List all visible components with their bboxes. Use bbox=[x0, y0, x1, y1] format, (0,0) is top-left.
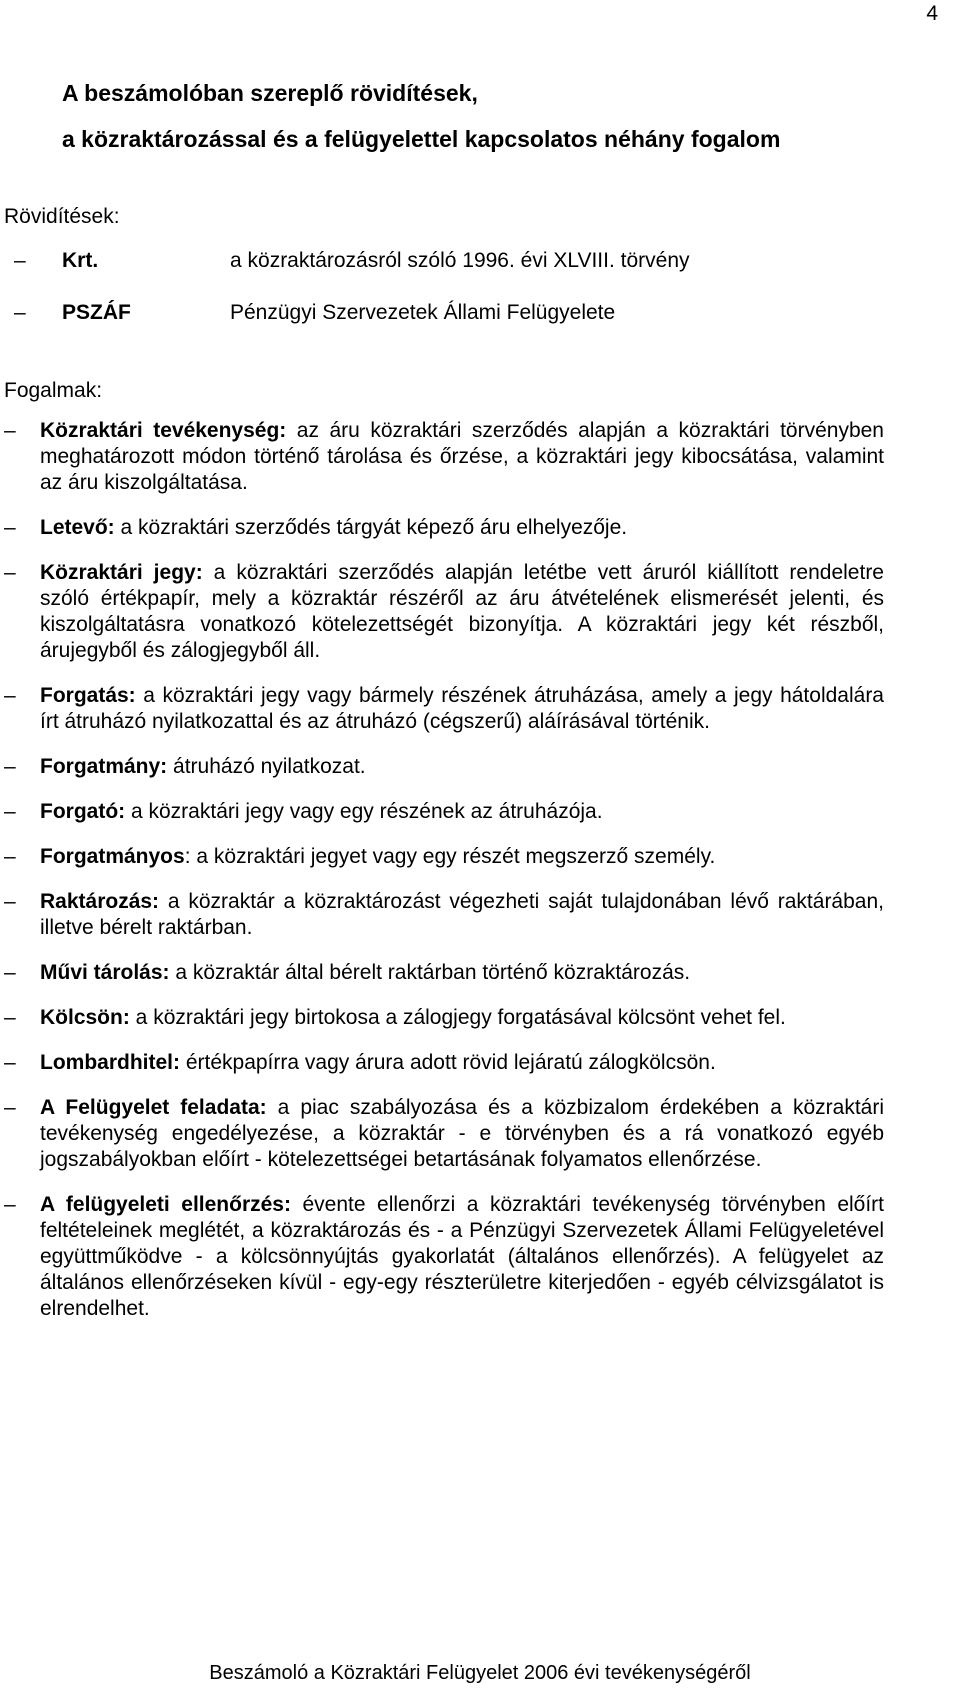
concept-definition: értékpapírra vagy árura adott rövid lejáratú zálogkölcsön. bbox=[180, 1051, 716, 1074]
concept-item bbox=[4, 799, 884, 825]
list-dash: – bbox=[4, 1051, 16, 1074]
concept-item bbox=[4, 844, 884, 870]
concept-item bbox=[4, 1050, 884, 1076]
document-title-line-2: a közraktározással és a felügyelettel kapcsolatos néhány fogalom bbox=[62, 126, 781, 152]
concept-term: Forgató: bbox=[40, 800, 126, 823]
abbreviations-list bbox=[4, 248, 904, 352]
concept-term: Lombardhitel: bbox=[40, 1051, 180, 1074]
concept-term: Forgatás: bbox=[40, 684, 136, 707]
list-dash: – bbox=[4, 845, 16, 868]
concept-term: Közraktári tevékenység: bbox=[40, 419, 287, 442]
concept-term: A Felügyelet feladata: bbox=[40, 1096, 267, 1119]
concept-term: Kölcsön: bbox=[40, 1006, 130, 1029]
document-title bbox=[62, 70, 922, 162]
concept-definition: az áru közraktári szerződés alapján a közraktári törvényben meghatározott módon történő tárolása és őrzése, a közraktári jegy kibocsátása, valamint az áru kiszolgáltatása. bbox=[40, 419, 884, 494]
concept-definition: : a közraktári jegyet vagy egy részét megszerző személy. bbox=[184, 845, 716, 868]
list-dash: – bbox=[4, 419, 16, 442]
list-dash: – bbox=[4, 755, 16, 778]
list-dash: – bbox=[4, 1193, 16, 1216]
abbreviations-heading: Rövidítések: bbox=[4, 205, 120, 228]
list-dash: – bbox=[4, 1096, 16, 1119]
page-footer: Beszámoló a Közraktári Felügyelet 2006 évi tevékenységéről bbox=[209, 1662, 751, 1684]
concept-definition: a közraktári szerződés alapján letétbe vett áruról kiállított rendeletre szóló értékpapír, mely a közraktár részéről az áru átvételének elismerését jelenti, és kiszolgáltatásra vonatkozó kötelezettségét bizonyítja. A közraktári jegy két részből, árujegyből és zálogjegyből áll. bbox=[40, 561, 884, 662]
abbreviation-value: a közraktározásról szóló 1996. évi XLVIII. törvény bbox=[230, 249, 690, 272]
concept-definition: a piac szabályozása és a közbizalom érdekében a közraktári tevékenység engedélyezése, a közraktár - e törvényben és a rá vonatkozó egyéb jogszabályokban előírt - kötelezettségei betartásának folyamatos ellenőrzése. bbox=[40, 1096, 884, 1171]
concept-definition: a közraktár a közraktározást végezheti saját tulajdonában lévő raktárában, illetve bérelt raktárban. bbox=[40, 890, 884, 939]
concept-definition: a közraktári szerződés tárgyát képező áru elhelyezője. bbox=[114, 516, 628, 539]
list-dash: – bbox=[4, 800, 16, 823]
concept-definition: a közraktári jegy vagy egy részének az átruházója. bbox=[125, 800, 603, 823]
concept-definition: a közraktári jegy birtokosa a zálogjegy forgatásával kölcsönt vehet fel. bbox=[129, 1006, 786, 1029]
concept-item bbox=[4, 560, 884, 664]
concepts-heading: Fogalmak: bbox=[4, 379, 103, 402]
list-dash: – bbox=[14, 249, 26, 272]
list-dash: – bbox=[4, 516, 16, 539]
abbreviation-item bbox=[4, 248, 904, 300]
concepts-list bbox=[4, 418, 884, 1341]
list-dash: – bbox=[4, 561, 16, 584]
list-dash: – bbox=[4, 684, 16, 707]
concept-item bbox=[4, 1192, 884, 1322]
abbreviation-item bbox=[4, 300, 904, 352]
concept-term: Közraktári jegy: bbox=[40, 561, 203, 584]
concept-definition: évente ellenőrzi a közraktári tevékenység törvényben előírt feltételeinek meglétét, a közraktározás és - a Pénzügyi Szervezetek Állami Felügyeletével együttműködve - a kölcsönnyújtás gyakorlatát (általános ellenőrzés). A felügyelet az általános ellenőrzéseken kívül - egy-egy részterületre kiterjedően - egyéb célvizsgálatot is elrendelhet. bbox=[40, 1193, 885, 1320]
concept-definition: a közraktári jegy vagy bármely részének átruházása, amely a jegy hátoldalára írt átruházó nyilatkozattal és az átruházó (cégszerű) aláírásával történik. bbox=[40, 684, 884, 733]
abbreviation-value: Pénzügyi Szervezetek Állami Felügyelete bbox=[230, 301, 616, 324]
concept-item bbox=[4, 515, 884, 541]
concept-item bbox=[4, 889, 884, 941]
concept-definition: átruházó nyilatkozat. bbox=[167, 755, 366, 778]
concept-item bbox=[4, 1005, 884, 1031]
list-dash: – bbox=[4, 961, 16, 984]
concept-item bbox=[4, 683, 884, 735]
concept-term: Letevő: bbox=[40, 516, 115, 539]
concept-definition: a közraktár által bérelt raktárban történő közraktározás. bbox=[169, 961, 691, 984]
abbreviation-key: PSZÁF bbox=[62, 301, 131, 324]
list-dash: – bbox=[14, 301, 26, 324]
concept-term: Forgatmány: bbox=[40, 755, 168, 778]
abbreviation-key: Krt. bbox=[62, 249, 99, 272]
concept-item bbox=[4, 754, 884, 780]
concept-term: Forgatmányos bbox=[40, 845, 185, 868]
concept-item bbox=[4, 1095, 884, 1173]
concept-item bbox=[4, 960, 884, 986]
list-dash: – bbox=[4, 890, 16, 913]
page-number: 4 bbox=[926, 2, 938, 25]
concept-term: Raktározás: bbox=[40, 890, 160, 913]
concept-term: Művi tárolás: bbox=[40, 961, 170, 984]
list-dash: – bbox=[4, 1006, 16, 1029]
concept-term: A felügyeleti ellenőrzés: bbox=[40, 1193, 291, 1216]
concept-item bbox=[4, 418, 884, 496]
document-title-line-1: A beszámolóban szereplő rövidítések, bbox=[62, 80, 478, 106]
